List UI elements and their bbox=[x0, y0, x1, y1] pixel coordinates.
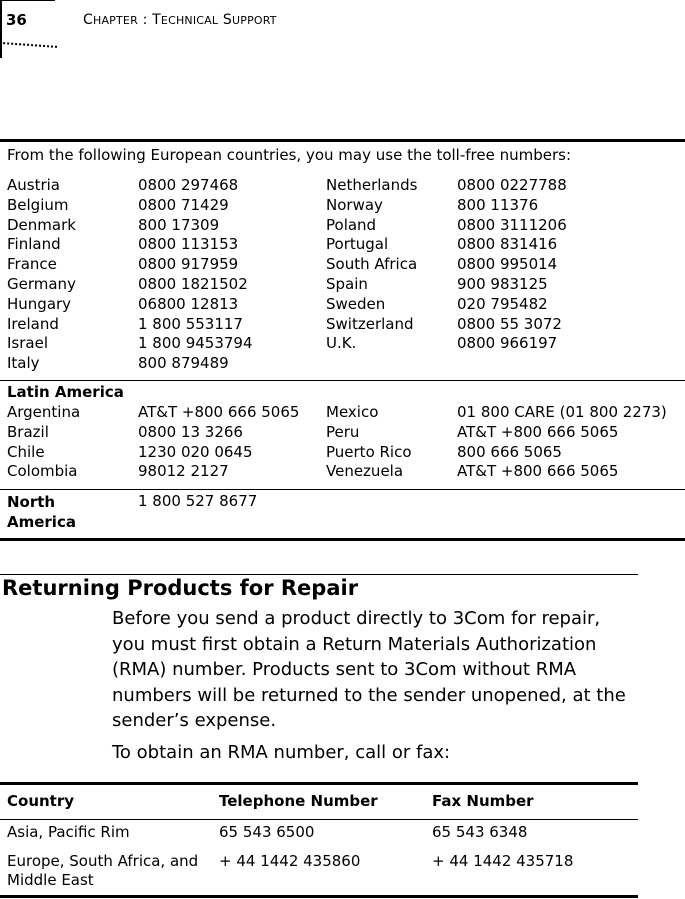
rma-instruction: To obtain an RMA number, call or fax: bbox=[112, 742, 451, 763]
header-rule-horizontal bbox=[0, 0, 55, 1]
header-dotted-ornament bbox=[3, 42, 57, 50]
table-cell: 020 795482 bbox=[457, 294, 548, 313]
header-rule-vertical bbox=[0, 0, 2, 58]
table-cell: Puerto Rico bbox=[326, 442, 412, 461]
table-cell: Spain bbox=[326, 274, 368, 293]
table-cell bbox=[7, 852, 198, 890]
table-cell: Asia, Pacific Rim bbox=[7, 823, 130, 841]
table-cell: 800 879489 bbox=[138, 354, 229, 373]
rma-paragraph: Before you send a product directly to 3Com for repair, you must first obtain a Return Materials Authorization (RMA) number. Products sent to 3Com without RMA numbers will be returned to the sender unopened, at the sender’s expense. bbox=[112, 608, 626, 731]
chapter-title-s: S bbox=[222, 12, 232, 28]
table-cell: Germany bbox=[7, 274, 76, 293]
table-cell: Ireland bbox=[7, 314, 59, 333]
table-cell: 1 800 553117 bbox=[138, 314, 243, 333]
table-cell: 01 800 CARE (01 800 2273) bbox=[457, 403, 667, 421]
table-cell: 0800 1821502 bbox=[138, 274, 248, 293]
table-cell: Colombia bbox=[7, 462, 78, 481]
latin-left-countries bbox=[7, 403, 80, 482]
europe-right-countries bbox=[326, 176, 417, 354]
table-cell: Brazil bbox=[7, 422, 49, 441]
table-cell: 0800 13 3266 bbox=[138, 422, 243, 441]
table-cell: 800 17309 bbox=[138, 215, 220, 234]
table-header-rule bbox=[0, 819, 638, 820]
table-cell: Israel bbox=[7, 334, 48, 353]
table-cell: + 44 1442 435860 bbox=[219, 852, 361, 870]
table-cell: Denmark bbox=[7, 215, 76, 234]
table-cell: 65 543 6348 bbox=[432, 823, 528, 841]
table-cell: Sweden bbox=[326, 294, 386, 313]
chapter-title-echnical: ECHNICAL bbox=[160, 14, 219, 27]
column-header-country: Country bbox=[7, 792, 75, 810]
table-cell: U.K. bbox=[326, 334, 357, 353]
table-cell: AT&T +800 666 5065 bbox=[138, 403, 300, 421]
chapter-title-upport: UPPORT bbox=[231, 14, 277, 27]
table-cell: 0800 297468 bbox=[138, 176, 239, 194]
table-cell: Belgium bbox=[7, 195, 69, 214]
europe-left-countries bbox=[7, 176, 76, 374]
table-cell: Switzerland bbox=[326, 314, 414, 333]
chapter-title-c: C bbox=[83, 12, 93, 28]
table-cell: 800 666 5065 bbox=[457, 442, 562, 461]
section-title: Returning Products for Repair bbox=[2, 576, 359, 600]
table-separator bbox=[0, 380, 685, 381]
table-cell: Chile bbox=[7, 442, 45, 461]
table-cell: Finland bbox=[7, 235, 61, 254]
column-header-telephone: Telephone Number bbox=[219, 792, 378, 810]
latin-left-numbers bbox=[138, 403, 299, 482]
table-cell: 0800 3111206 bbox=[457, 215, 567, 234]
page-number: 36 bbox=[6, 11, 27, 29]
table-cell: Argentina bbox=[7, 403, 81, 421]
table-cell: 0800 55 3072 bbox=[457, 314, 562, 333]
table-cell: 98012 2127 bbox=[138, 462, 229, 481]
table-cell: 1230 020 0645 bbox=[138, 442, 253, 461]
table-cell: 06800 12813 bbox=[138, 294, 239, 313]
table-cell: 0800 113153 bbox=[138, 235, 239, 254]
chapter-title-sep: : bbox=[137, 12, 153, 28]
table-cell: 0800 995014 bbox=[457, 255, 558, 274]
europe-left-numbers bbox=[138, 176, 253, 374]
chapter-title-t: T bbox=[152, 12, 161, 28]
table-cell: 0800 966197 bbox=[457, 334, 558, 353]
table-cell: Peru bbox=[326, 422, 360, 441]
table-cell: AT&T +800 666 5065 bbox=[457, 462, 619, 481]
latin-right-numbers bbox=[457, 403, 667, 482]
table-separator bbox=[0, 489, 685, 490]
table-cell: Norway bbox=[326, 195, 383, 214]
tollfree-intro: From the following European countries, you may use the toll-free numbers: bbox=[7, 146, 572, 164]
table-cell: Mexico bbox=[326, 403, 379, 421]
table-cell-line: Europe, South Africa, and bbox=[7, 852, 199, 870]
table-cell: 900 983125 bbox=[457, 274, 548, 293]
rma-contact-table bbox=[0, 782, 638, 898]
table-cell: Italy bbox=[7, 354, 40, 373]
column-header-fax: Fax Number bbox=[432, 792, 534, 810]
table-cell: France bbox=[7, 255, 57, 274]
table-cell: South Africa bbox=[326, 255, 418, 274]
table-cell: AT&T +800 666 5065 bbox=[457, 422, 619, 441]
chapter-title-hapter: HAPTER bbox=[92, 14, 138, 27]
table-cell: 0800 917959 bbox=[138, 255, 239, 274]
table-cell: Netherlands bbox=[326, 176, 418, 194]
section-rule bbox=[0, 574, 638, 575]
table-cell: Portugal bbox=[326, 235, 389, 254]
north-america-number: 1 800 527 8677 bbox=[138, 492, 258, 510]
latin-america-heading: Latin America bbox=[7, 383, 124, 401]
chapter-title bbox=[83, 12, 277, 28]
table-cell: 0800 71429 bbox=[138, 195, 229, 214]
table-cell: 1 800 9453794 bbox=[138, 334, 253, 353]
tollfree-table bbox=[0, 139, 685, 541]
table-cell: 0800 0227788 bbox=[457, 176, 567, 194]
latin-right-countries bbox=[326, 403, 412, 482]
table-cell: + 44 1442 435718 bbox=[432, 852, 574, 870]
table-cell: Hungary bbox=[7, 294, 72, 313]
table-cell-line: Middle East bbox=[7, 871, 94, 889]
north-america-heading-line2: America bbox=[7, 513, 76, 531]
table-cell: 800 11376 bbox=[457, 195, 539, 214]
north-america-heading bbox=[7, 492, 107, 532]
europe-right-numbers bbox=[457, 176, 567, 354]
table-cell: 0800 831416 bbox=[457, 235, 558, 254]
table-cell: Austria bbox=[7, 176, 60, 194]
table-cell: Venezuela bbox=[326, 462, 404, 481]
table-cell: 65 543 6500 bbox=[219, 823, 315, 841]
table-cell: Poland bbox=[326, 215, 377, 234]
north-america-heading-line1: North bbox=[7, 493, 56, 511]
